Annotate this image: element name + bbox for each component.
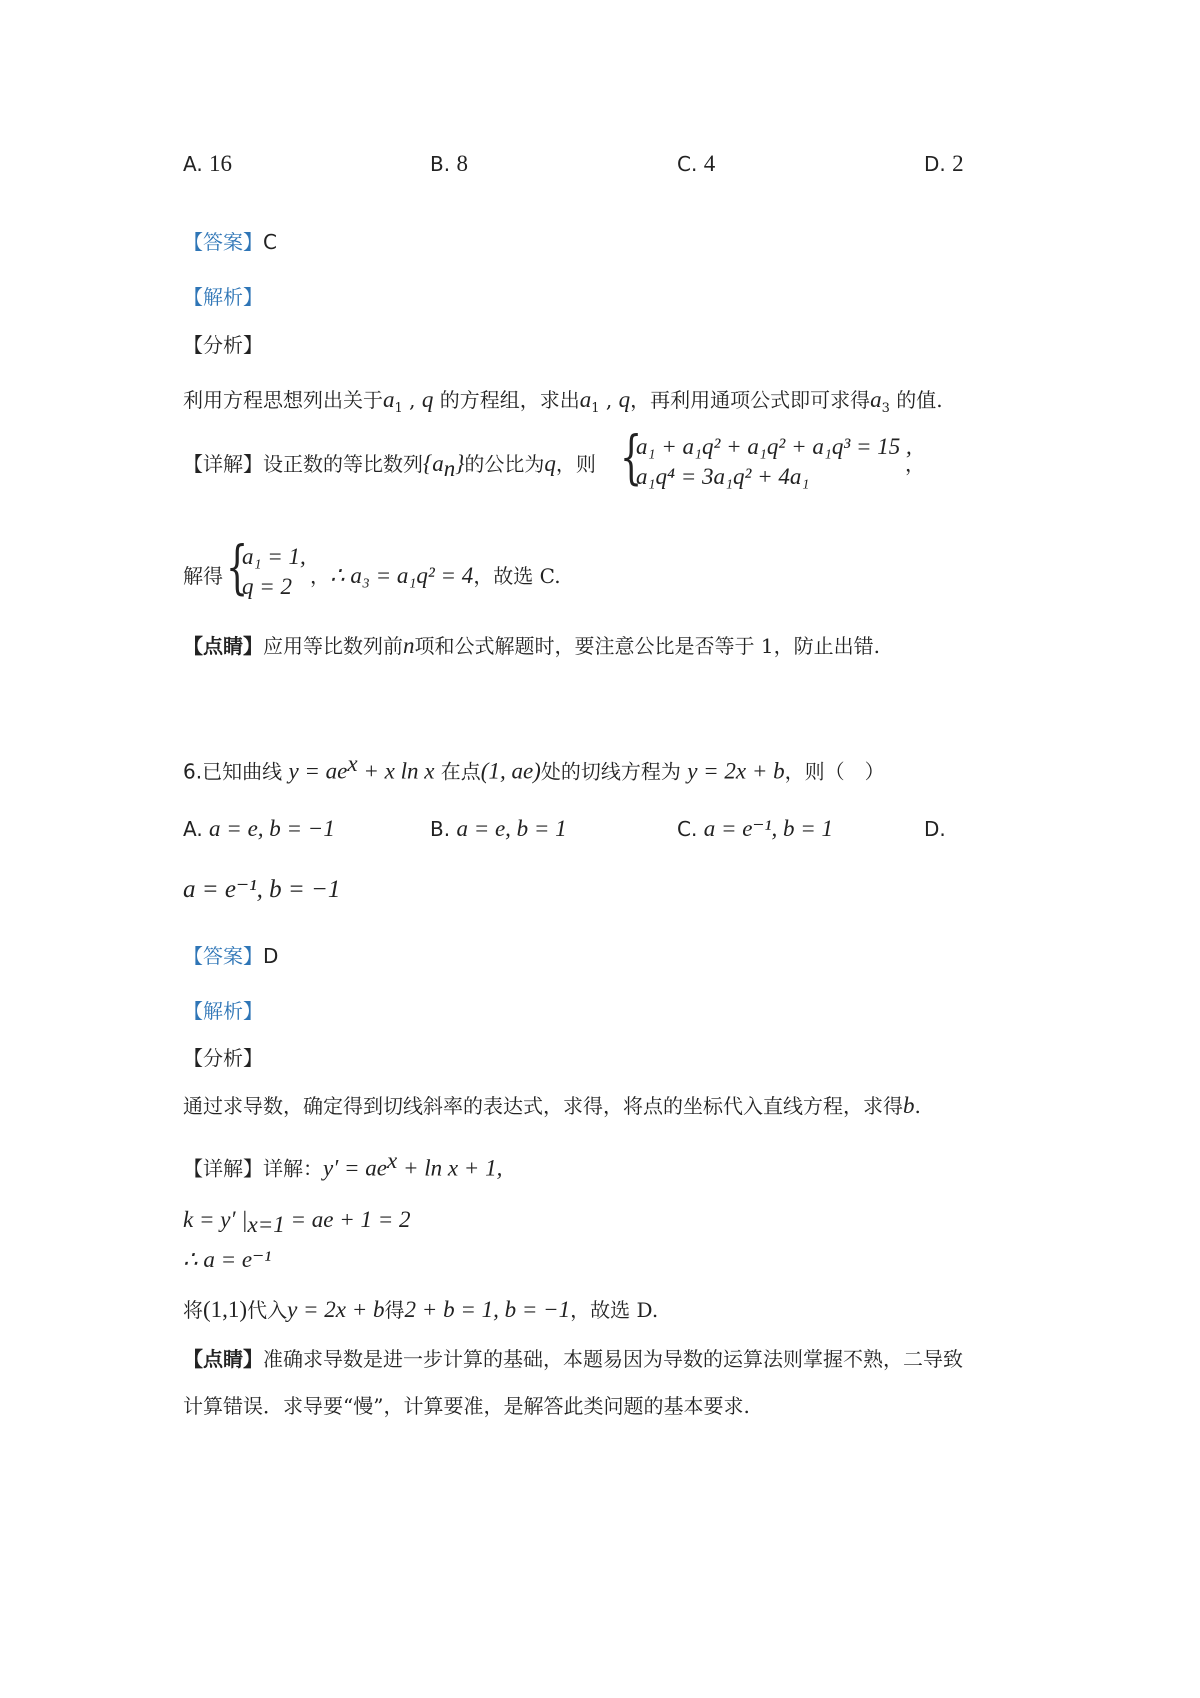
math-expr: y = 2x + b bbox=[287, 1297, 385, 1322]
q5-dianjing bbox=[183, 632, 880, 660]
answer-value: C bbox=[263, 230, 277, 254]
math-expr: 2 + b = 1, b = −1 bbox=[404, 1297, 571, 1322]
math-sup: x bbox=[386, 1148, 398, 1173]
option-letter: C. bbox=[677, 152, 698, 176]
equation-line: a₁ + a₁q² + a₁q² + a₁q³ = 15 , bbox=[636, 434, 912, 459]
q6-fenxi-tag: 【分析】 bbox=[183, 1046, 263, 1070]
text: ，再利用通项公式即可求得 bbox=[630, 388, 871, 412]
answer-value: D bbox=[263, 944, 279, 968]
text: 项和公式解题时，要注意公比是否等于 1，防止出错. bbox=[414, 634, 880, 658]
text: . bbox=[914, 1094, 921, 1118]
q6-option-b bbox=[430, 815, 567, 843]
math-var: a bbox=[870, 387, 882, 412]
math-var: n bbox=[403, 633, 415, 658]
math-var: q bbox=[618, 387, 631, 412]
brace-symbol: { bbox=[226, 533, 249, 601]
text: 设正数的等比数列 bbox=[263, 452, 423, 476]
option-value: 4 bbox=[703, 151, 716, 176]
math-var: q bbox=[544, 451, 556, 476]
text: 应用等比数列前 bbox=[263, 634, 403, 658]
q5-jiexi-tag: 【解析】 bbox=[183, 285, 263, 309]
option-value: 8 bbox=[456, 151, 468, 176]
text: ， bbox=[905, 452, 925, 476]
equation-line: q = 2 bbox=[242, 574, 293, 599]
text: 的方程组，求出 bbox=[433, 388, 580, 412]
text: 的公比为 bbox=[464, 452, 545, 476]
text: , bbox=[402, 388, 422, 412]
q5-solve-label: 解得 bbox=[183, 564, 223, 588]
text: , bbox=[599, 388, 619, 412]
math-sub: 3 bbox=[881, 401, 890, 416]
option-letter: B. bbox=[430, 152, 451, 176]
brace-symbol: { bbox=[620, 423, 643, 491]
q6-sub-line bbox=[183, 1296, 658, 1324]
text: 通过求导数，确定得到切线斜率的表达式，求得，将点的坐标代入直线方程，求得 bbox=[183, 1094, 903, 1118]
answer-tag: 【答案】 bbox=[183, 230, 263, 254]
q5-fenxi-text bbox=[183, 386, 943, 423]
q6-option-a bbox=[183, 815, 335, 843]
math-var: a bbox=[383, 387, 395, 412]
q6-xiangjie bbox=[183, 1147, 502, 1183]
text: 在点 bbox=[434, 759, 481, 784]
dianjing-tag: 【点睛】 bbox=[183, 1347, 263, 1371]
q6-jiexi-tag: 【解析】 bbox=[183, 999, 263, 1023]
text: 利用方程思想列出关于 bbox=[183, 388, 383, 412]
equation-line: a₁q⁴ = 3a₁q² + 4a₁ bbox=[636, 464, 810, 489]
option-value: a = e, b = −1 bbox=[209, 816, 335, 841]
q5-solve-system bbox=[226, 533, 306, 602]
option-value: 16 bbox=[209, 151, 233, 176]
answer-tag: 【答案】 bbox=[183, 944, 263, 968]
text: 的值. bbox=[889, 388, 943, 412]
math-expr: ∴ a₃ = a₁q² = 4 bbox=[330, 563, 474, 588]
dianjing-tag: 【点睛】 bbox=[183, 634, 263, 658]
equation-line: a₁ = 1, bbox=[242, 544, 306, 569]
math-expr: (1, ae) bbox=[480, 758, 541, 784]
math-sub: n bbox=[443, 456, 456, 481]
q5-option-b bbox=[430, 150, 468, 178]
text: 详解： bbox=[263, 1156, 323, 1181]
q6-k-line bbox=[183, 1206, 411, 1239]
q6-dianjing-line2: 计算错误．求导要“慢”，计算要准，是解答此类问题的基本要求. bbox=[183, 1394, 750, 1418]
math-var: q bbox=[421, 387, 434, 412]
text: ，则（ ） bbox=[784, 759, 885, 784]
text: ，故选 D. bbox=[570, 1298, 659, 1322]
math-expr: y = 2x + b bbox=[687, 758, 785, 784]
xiangjie-tag: 【详解】 bbox=[183, 1156, 263, 1181]
option-letter: C. bbox=[677, 817, 698, 841]
math-var: b bbox=[903, 1093, 915, 1118]
option-letter: A. bbox=[183, 152, 203, 176]
math-seq: } bbox=[455, 451, 465, 476]
q5-fenxi-tag: 【分析】 bbox=[183, 333, 263, 357]
q6-option-d-value: a = e⁻¹, b = −1 bbox=[183, 876, 341, 903]
equation-brace-group bbox=[620, 423, 912, 492]
q6-option-c bbox=[677, 815, 833, 843]
math-expr: + ln x + 1, bbox=[397, 1155, 503, 1181]
text: ，故选 C. bbox=[473, 564, 561, 588]
math-expr: k = y′ | bbox=[183, 1207, 248, 1232]
q6-stem bbox=[183, 750, 885, 786]
q5-answer bbox=[183, 228, 277, 256]
equation-brace-group bbox=[226, 533, 306, 602]
math-sub: x=1 bbox=[247, 1212, 285, 1237]
option-letter: A. bbox=[183, 817, 203, 841]
question-number: 6. bbox=[183, 759, 203, 784]
q6-a-line: ∴ a = e⁻¹ bbox=[183, 1247, 272, 1272]
text: 得 bbox=[384, 1298, 405, 1322]
text: 准确求导数是进一步计算的基础，本题易因为导数的运算法则掌握不熟，二导致 bbox=[263, 1347, 963, 1371]
math-seq: {a bbox=[423, 451, 444, 476]
math-expr: (1,1) bbox=[203, 1297, 248, 1322]
text: 已知曲线 bbox=[202, 759, 289, 784]
math-sub: 1 bbox=[591, 401, 600, 416]
text: ，则 bbox=[555, 452, 596, 476]
option-value: 2 bbox=[952, 151, 964, 176]
math-expr: y′ = ae bbox=[323, 1155, 387, 1181]
text: ， bbox=[310, 564, 330, 588]
q5-option-c bbox=[677, 150, 715, 178]
q5-equation-system bbox=[620, 423, 912, 492]
text: 处的切线方程为 bbox=[540, 759, 688, 784]
option-letter: D. bbox=[924, 817, 946, 841]
math-expr: + x ln x bbox=[357, 758, 435, 784]
text: 将 bbox=[183, 1298, 203, 1322]
math-expr: = ae + 1 = 2 bbox=[284, 1207, 411, 1232]
q5-option-d bbox=[924, 150, 964, 178]
option-letter: D. bbox=[924, 152, 946, 176]
math-var: a bbox=[579, 387, 592, 412]
math-expr: y = ae bbox=[288, 758, 348, 784]
q5-xiangjie bbox=[183, 450, 596, 483]
q6-dianjing-line1 bbox=[183, 1345, 963, 1373]
math-sup: x bbox=[347, 751, 358, 776]
option-value: a = e⁻¹, b = 1 bbox=[703, 816, 833, 841]
option-value: a = e, b = 1 bbox=[456, 816, 567, 841]
q5-option-a bbox=[183, 150, 232, 178]
option-letter: B. bbox=[430, 817, 451, 841]
text: 代入 bbox=[247, 1298, 288, 1322]
xiangjie-tag: 【详解】 bbox=[183, 452, 263, 476]
math-sub: 1 bbox=[394, 401, 403, 416]
q6-option-d bbox=[924, 815, 946, 843]
q6-fenxi-text bbox=[183, 1092, 921, 1120]
q6-answer bbox=[183, 942, 278, 970]
q5-solve-tail bbox=[310, 562, 561, 590]
